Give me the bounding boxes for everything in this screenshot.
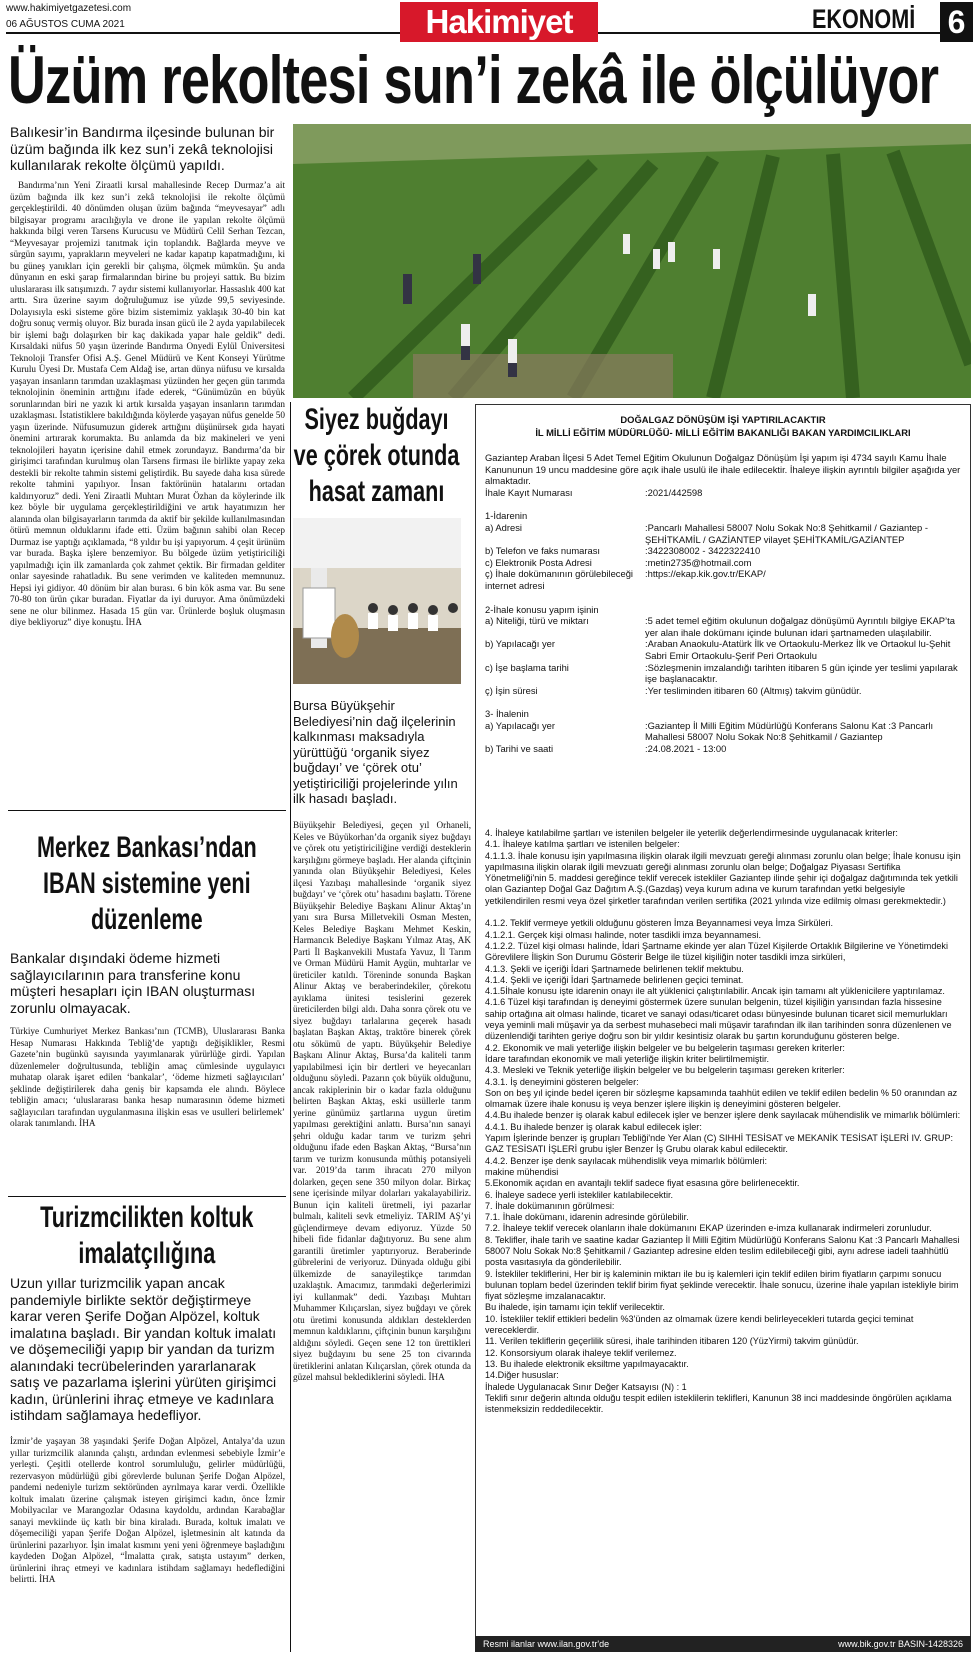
section-1-title: 1-İdarenin: [485, 510, 528, 522]
row-value: :metin2735@hotmail.com: [645, 556, 752, 568]
row-label: b) Yapılacağı yer: [485, 638, 556, 650]
row-label: a) Adresi: [485, 521, 522, 533]
row-label: b) Telefon ve faks numarası: [485, 545, 600, 557]
row-label: a) Yapılacağı yer: [485, 719, 556, 731]
row-value: :Gaziantep İl Milli Eğitim Müdürlüğü Konferans Salonu Kat :3 Pancarlı Mahallesi 58007 Nolu Sokak No:8 Şehitkamil / Gaziantep: [645, 719, 934, 743]
kayit-label: İhale Kayıt Numarası: [485, 486, 573, 498]
turizm-lead: Uzun yıllar turizmcilik yapan ancak pandemiyle birlikte sektör değiştirmeye karar veren Şerife Doğan Alpözel, koltuk imalatına başladı. Bir yandan koltuk imalatı ve döşemeciliği yapıp bir yandan da turizm alanındaki tecrübelerinden yararlanarak satış ve pazarlama işlerini yürüten girişimci kadın, ürünlerini ihraç etmeye ve kadınlara istihdam sağlamaya hedefliyor.: [10, 1275, 277, 1423]
section-3-title: 3- İhalenin: [485, 708, 529, 720]
issue-date: 06 AĞUSTOS CUMA 2021: [6, 19, 125, 30]
row-label: c) İşe başlama tarihi: [485, 661, 569, 673]
merkez-lead: Bankalar dışındaki ödeme hizmeti sağlayıcılarının para transferine konu müşteri hesapları için IBAN oluşturması zorunlu olmayacak.: [10, 950, 256, 1016]
turizm-headline: Turizmcilikten koltuk imalatçılığına: [40, 1201, 254, 1270]
harvest-illustration: [293, 518, 461, 684]
row-value: :3422308002 - 3422322410: [645, 545, 761, 557]
footer-right: www.bik.gov.tr BASIN-1428326: [838, 1639, 963, 1649]
section-name: EKONOMİ: [812, 4, 916, 34]
site-url: www.hakimiyetgazetesi.com: [6, 3, 132, 14]
row-value: :24.08.2021 - 13:00: [645, 743, 727, 755]
main-lead: Balıkesir’in Bandırma ilçesinde bulunan bir üzüm bağında ilk kez sun’i zekâ teknolojisi kullanılarak rekolte ölçümü yapıldı.: [10, 124, 275, 173]
merkez-body: Türkiye Cumhuriyet Merkez Bankası’nın (TCMB), Uluslararası Banka Hesap Numarası Hakkında Tebliğ’de yaptığı değişiklikler, Resmi Gazete’nin bugünkü sayısında yayımlanarak yürürlüğe girdi. Yapılan düzenlemeler doğrultusunda, tebliğin amaç cümlesinde uygulayıcı muhatap olarak işaret edilen ‘bankalar’, ‘ödeme hizmeti sağlayıcıları’ şeklinde değiştirilerek daha geniş bir kapsamda ele alındı. Böylece tebliğin amacı; ‘uluslararası banka hesap numarasının ödeme hizmeti sağlayıcıları tarafından uygulanmasına ilişkin esas ve usulleri belirlemek’ olarak tanımlandı. İHA: [10, 1026, 285, 1128]
newspaper-logo: [400, 2, 598, 42]
tender-subtitle: İL MİLLİ EĞİTİM MÜDÜRLÜĞÜ- MİLLİ EĞİTİM BAKANLIĞI BAKAN YARDIMCILIKLARI: [535, 427, 911, 438]
main-body: Bandırma’nın Yeni Ziraatli kırsal mahallesinde Recep Durmaz’a ait üzüm bağında ilk kez sun’i zekâ teknolojisi ile rekolte ölçümü gerçekleştirildi. 40 dönümden oluşan üzüm bağında “meyvesayar” adlı bilgisayar programı aracılığıyla ve drone ile yapılan rekolte ölçümü hakkında bilgi veren Tarsens Kurucusu ve Müdürü Celil Serhan Tezcan, “Meyvesayar projemizi tanıtmak için toplandık. Bağlarda meyve ve sürgün sayımı, yaprakların meyveleri ne kadar kapatıp kapatmadığını, ki bu güneş yanıkları için gerekli bir çalışma, ölçmek mümkün. Şu anda dünyanın en eski şarap firmalarından birine bu projeyi sattık. Bu bizim uluslararası ilk satışımızdı. 7 aydır sistemi kullanıyorlar. Hassaslık 400 kat arttı. Sıra üzerine sayım doğruluğumuz ise yüzde 99,5 seviyesinde. Dolayısıyla eski sisteme göre bizim sistemimiz yaklaşık 30-40 bin kat doğru sonuç vermiş oluyor. Biz burada insan gücü ile 2 ayda yapılabilecek bir işlemi bağı dolaşırken bir kaç dakikada yapar hale geldik” dedi. Kırsaldaki nüfus 50 yaşın üzerinde Bandırma Onyedi Eylül Üniversitesi Teknoloji Transfer Ofisi A.Ş. Genel Müdürü ve Kent Konseyi Yürütme Kurulu Üyesi Dr. Mustafa Cem Aldağ ise, artan dünya nüfusu ve kırsalda yaşayan insanların tarımdan uzaklaşması yüzünden her geçen gün tarımda teknolojinin öneminin arttığını ifade ederek, “Günümüzün en büyük sorunlarından biri ne yazık ki artık kırsalda yaşayan insanların tarımdan uzaklaşması. İstatistiklere bakıldığında köylerde yaşayan nüfus genelde 50 yaşın üzerinde. Nüfusumuzun giderek arttığını düşünürsek gıda hayati önemini artırarak korumakta. Bu anlamda da biz makineleri ve yeni teknolojileri hayatın içerisine dahil etmek zorundayız. Bandırma’da bir girişimci tarafından kurulmuş olan Tarsens firması ile birlikte yapay zeka destekli bir rekolte tahmin sistemi geliştirdik. Bu sayede daha kısa sürede rekolte tahmini yapılıyor. İnsan faktörünün hatalarını ortadan kaldırıyoruz” dedi. Yeni Ziraatli Muhtarı Murat Özhan da köylerinde ilk kez böyle bir uygulama gerçekleştirildiğini ve artık hayatımızın her alanında olan bilgisayarların tarımda da aktif bir şekilde kullanılmasından ötürü memnun olduklarını ifade etti. Üzüm bağının sahibi olan Recep Durmaz ise yaptığı açıklamada, “8 yıldır bu işi yapıyorum. 4 çeşit ürünüm var burada. Başka işlere benzemiyor. Bu bölgede üzüm yetiştiriciliği yapılmadığı için ilk zamanlarda çok zahmet çektik. Bir firmadan gelditer onlar sayesinde rahatladık. Bu sene verimden ve kaliteden memnunuz. Hepsi iyi gidiyor. 40 dönüm bir alan burası. 6 bin kök asma var. Bu sene 70-80 ton ürün çıkar buradan. Fiyatlar da iyi duruyor. Ama önümüzdeki sene ne olur bilinmez. Hasada 15 gün var. Ürünlerde boşluk oluşmasın diye bekliyoruz” diye konuştu. İHA: [10, 180, 285, 627]
row-label: ç) İhale dokümanının görülebileceği internet adresi: [485, 568, 634, 591]
tender-intro: [485, 452, 961, 755]
vineyard-photo: [293, 124, 971, 398]
row-value: :Yer tesliminden itibaren 60 (Altmış) takvim günüdür.: [645, 684, 862, 696]
row-label: ç) İşin süresi: [485, 684, 538, 696]
story-divider: [8, 1196, 286, 1197]
kayit-value: :2021/442598: [645, 486, 703, 498]
siyez-body: Büyükşehir Belediyesi, geçen yıl Orhaneli, Keles ve Büyükorhan’da organik siyez buğdayı ve çörek otu yetiştiriciliğine verdiği desteklerin karşılığını görmeye başladı. Her alanda çiftçinin yanında olan Büyükşehir Belediyesi, Keles ilçesi Yazıbaşı mahallesinde ‘organik siyez buğdayı’ ve ‘çörek otu’ hasadını başlattı. Törene Büyükşehir Belediye Başkanı Alinur Aktaş’ın yanı sıra Bursa Milletvekili Osman Mesten, Keles Belediye Başkanı Mehmet Keskin, Harmancık Belediye Başkanı Yılmaz Ataş, AK Parti İl Başkanvekili Mustafa Yavuz, İl Tarım ve Orman Müdürü Hamit Aygün, muhtarlar ve üreticiler katıldı. Töreninde sonunda Başkan Alinur Aktaş ve beraberindekiler, çörekotu ayıklama ünitesi tesislerini gezerek üreticilerden bilgi aldı. Daha sonra çörek otu ve siyez buğdayı tarlalarına geçerek hasadı başlatan Başkan Aktaş, traktöre binerek çörek otu sökümü de yaptı. Büyükşehir Belediye Başkanı Alinur Aktaş, Bursa’da kaliteli tarım yapılabilmesi için bir dertleri ve heyecanları olduğunu söyledi. Pazarın çok büyük olduğunu, ancak rakiplerinin bir o kadar fazla olduğunu belirten Başkan Aktaş, eski usüllerle tarım yerine günümüz şartlarına uygun üretim yapılması gerektiğini anlattı. Bursa’nın sanayi şehri olduğu kadar tarım ve turizm şehri olduğunu ifade eden Başkan Aktaş, “Bursa’nın tarım ve turizm konusunda müthiş potansiyeli var. 2019’da tarım ihracatı 270 milyon dolarken, geçen sene 350 milyon dolar. Birkaç sene içerisinde milyar dolarları yakalayabiliriz. Bunun için kaliteli üretmeli, iyi pazarlar bulmalı, kaliteli sevk etmeliyiz. TARIM AŞ’yi güçlendirmeye devam ediyoruz. Yüzde 50 hibeli fide fidanlar dağıtıyoruz. Bu sene alım garantili üretimler yaptırıyoruz. Beraberinde gübrelerini de veriyoruz. Dünyada olduğu gibi ülkemizde de sanayileştikçe tarımdan uzaklaştık. Amacımız, tarımdaki değerlerimizi iyi kullanmak” dedi. Yazıbaşı Muhtarı Muhammer Kılıçarslan, siyez buğdayı ve çörek otu üretimi konusunda aldıkları desteklerden memnun kaldıklarını, çiftçinin bunun karşılığını aldığını söyledi. Geçen sene 12 ton ürettikleri siyez buğdayını bu sene 25 ton civarında üretiklerini anlatan Kılıçarslan, çörek otunda da güzel mahsul beklediklerini söyledi. İHA: [293, 820, 471, 1382]
tender-title: DOĞALGAZ DÖNÜŞÜM İŞİ YAPTIRILACAKTIR: [620, 414, 826, 425]
kayit-row: [485, 487, 961, 499]
section-2-title: 2-İhale konusu yapım işinin: [485, 603, 599, 615]
page-number: 6: [940, 2, 973, 42]
vineyard-illustration: [293, 124, 971, 398]
row-label: c) Elektronik Posta Adresi: [485, 556, 592, 568]
row-value: :Araban Anaokulu-Atatürk İlk ve Ortaokulu-Merkez İlk ve Ortaokul lu-Şehit Sabri Emir Ortaokulu-Şerif Peri Ortaokulu: [645, 638, 951, 661]
row-value: :Pancarlı Mahallesi 58007 Nolu Sokak No:8 Şehitkamil / Gaziantep - ŞEHİTKAMİL / GAZİANTEP vilayet ŞEHİTKAMİL/GAZİANTEP: [645, 521, 928, 545]
row-label: b) Tarihi ve saati: [485, 743, 554, 755]
tender-footer: [475, 1636, 971, 1652]
harvest-ceremony-photo: [293, 518, 461, 684]
row-label: a) Niteliği, türü ve miktarı: [485, 615, 589, 627]
siyez-lead: Bursa Büyükşehir Belediyesi’nin dağ ilçelerinin kalkınması maksadıyla yürüttüğü ‘organik siyez buğdayı’ ve ‘çörek otu’ yetiştiriciliği projelerinde yılın ilk hasadı başladı.: [293, 698, 458, 806]
row-value: :Sözleşmenin imzalandığı tarihten itibaren 5 gün içinde yer teslimi yapılarak işe başlanacaktır.: [645, 661, 958, 685]
footer-left: Resmi ilanlar www.ilan.gov.tr'de: [483, 1639, 610, 1649]
row-value: :5 adet temel eğitim okulunun doğalgaz dönüşümü Ayrıntılı bilgiye EKAP’ta yer alan ihale dokümanı içinde bulunan idari şartnameden ulaşılabilir.: [645, 615, 955, 638]
row-value: :https://ekap.kik.gov.tr/EKAP/: [645, 568, 766, 580]
story-divider: [8, 810, 286, 811]
tender-conditions: 4. İhaleye katılabilme şartları ve istenilen belgeler ile yeterlik değerlendirmesinde uygulanacak kriterler: 4.1. İhaleye katılma şartları ve istenilen belgeler: 4.1.1.3. İhale konusu işin yapılmasına ilişkin olarak ilgili mevzuatı gereği alınması zorunlu olan belge; İhale konusu işin yapılmasına ilişkin olarak ilgili mevzuatı gereği alınması zorunlu olan belge; Doğalgaz Piyasası Sertifika Yönetmeliği'nin 5. maddesi gereğince teklif verecek istekliler Gaziantep ilinde şehir içi doğalgaz dağıtımında tek yetkili olan Gaziantep Doğal Gaz Dağıtım A.Ş.(Gazdaş) veya kurum adına ve kurum tarafından yetki belgesiyle yetkilendirilen resmi veya özel şirketler tarafından verilen sertifika (2021 yılında vize edilmiş olması gerekmektedir.) 4.1.2. Teklif vermeye yetkili olduğunu gösteren İmza Beyannamesi veya İmza Sirküleri. 4.1.2.1. Gerçek kişi olması halinde, noter tasdikli imza beyannamesi. 4.1.2.2. Tüzel kişi olması halinde, İdari Şartname ekinde yer alan Tüzel Kişilerde Ortaklık Bilgilerine ve Yönetimdeki Görevlilere İlişkin Son Durumu Gösterir Belge ile tüzel kişiliğin noter tasdikli imza sirküleri, 4.1.3. Şekli ve içeriği İdari Şartnamede belirlenen teklif mektubu. 4.1.4. Şekli ve içeriği İdari Şartnamede belirlenen geçici teminat. 4.1.5İhale konusu işte idarenin onayı ile alt yüklenici çalıştırılabilir. Ancak işin tamamı alt yüklenicilere yaptırılamaz. 4.1.6 Tüzel kişi tarafından iş deneyimi göstermek üzere sunulan belgenin, tüzel kişiliğin yarısından fazla hissesine sahip ortağına ait olması halinde, ticaret ve sanayi odası/ticaret odası bünyesinde bulunan ticaret sicil memurlukları veya yeminli mali müşavir ya da serbest muhasebeci mali müşavir tarafından ilk ilan tarihinden sonra düzenlenen ve düzenlendiği tarihten geriye doğru son bir yıldır kesintisiz olarak bu şartın korunduğunu gösteren belge. 4.2. Ekonomik ve mali yeterliğe ilişkin belgeler ve bu belgelerin taşıması gereken kriterler: İdare tarafından ekonomik ve mali yeterliğe ilişkin kriter belirtilmemiştir. 4.3. Mesleki ve Teknik yeterliğe ilişkin belgeler ve bu belgelerin taşıması gereken kriterler: 4.3.1. İş deneyimini gösteren belgeler: Son on beş yıl içinde bedel içeren bir sözleşme kapsamında taahhüt edilen ve teklif edilen bedelin % 50 oranından az olmamak üzere ihale konusu iş veya benzer işlere ilişkin iş deneyimini gösteren belgeler. 4.4.Bu ihalede benzer iş olarak kabul edilecek işler ve benzer işlere denk sayılacak mühendislik ve mimarlık bölümleri: 4.4.1. Bu ihalede benzer iş olarak kabul edilecek işler: Yapım İşlerinde benzer iş grupları Tebliği'nde Yer Alan (C) SIHHİ TESİSAT ve MEKANİK TESİSAT İŞLERİ IV. GRUP: GAZ TESİSATI İŞLERİ grubu işler Benzer İş Grubu olarak kabul edilecektir. 4.4.2. Benzer işe denk sayılacak mühendislik veya mimarlık bölümleri: makine mühendisi 5.Ekonomik açıdan en avantajlı teklif sadece fiyat esasına göre belirlenecektir. 6. İhaleye sadece yerli istekliler katılabilecektir. 7. İhale dokümanının görülmesi: 7.1. İhale dokümanı, idarenin adresinde görülebilir. 7.2. İhaleye teklif verecek olanların ihale dokümanını EKAP üzerinden e-imza kullanarak indirmeleri zorunludur. 8. Teklifler, ihale tarih ve saatine kadar Gaziantep İl Milli Eğitim Müdürlüğü Konferans Salonu Kat :3 Pancarlı Mahallesi 58007 Nolu Sokak No:8 Şehitkamil / Gaziantep adresine elden teslim edilebileceği gibi, aynı adrese iadeli taahhütlü posta vasıtasıyla da gönderilebilir. 9. İstekliler tekliflerini, Her bir iş kaleminin miktarı ile bu iş kalemleri için teklif edilen birim fiyatların çarpımı sonucu bulunan toplam bedel üzerinden teklif birim fiyat şeklinde verecektir. İhale sonucu, üzerine ihale yapılan istekliyle birim fiyat sözleşme imzalanacaktır. Bu ihalede, işin tamamı için teklif verilecektir. 10. İstekliler teklif ettikleri bedelin %3'ünden az olmamak üzere kendi belirleyecekleri tutarda geçici teminat vereceklerdir. 11. Verilen tekliflerin geçerlilik süresi, ihale tarihinden itibaren 120 (YüzYirmi) takvim günüdür. 12. Konsorsiyum olarak ihaleye teklif verilemez. 13. Bu ihalede elektronik eksiltme yapılmayacaktır. 14.Diğer hususlar: İhalede Uygulanacak Sınır Değer Katsayısı (N) : 1 Teklifi sınır değerin altında olduğu tespit edilen isteklilerin teklifleri, Kanunun 38 inci maddesinde öngörülen açıklama istenmeksizin reddedilecektir.: [485, 828, 961, 1415]
main-headline: Üzüm rekoltesi sun’i zekâ ile ölçülüyor: [8, 42, 939, 118]
merkez-headline: Merkez Bankası’ndan IBAN sistemine yeni düzenleme: [36, 831, 257, 936]
logo-text: Hakimiyet: [425, 3, 573, 40]
column-rule: [290, 402, 291, 1652]
turizm-body: İzmir’de yaşayan 38 yaşındaki Şerife Doğan Alpözel, Antalya’da uzun yıllar turizmcilik alanında çalıştı, ardından evlenmesi sebebiyle İzmir’e yerleşti. Çeşitli otellerde kontrol sorumluluğu, gelirler müdürlüğü, rezervasyon müdürlüğü gibi görevlerde bulunan Şerife Doğan Alpözel, pandemi nedeniyle turizm sektöründen ayrılmaya karar verdi. Özellikle koltuk imalatı üzerine çalışmak isteyen girişimci kadın, önce İzmir Mobilyacılar ve Marangozlar Odasına kaydoldu, ardından Karabağlar sanayi mevkiinde üç katlı bir bina kiraladı. Burada, koltuk imalatı ve döşemeciliği yapan Şerife Doğan Alpözel, işletmesinin alt katında da ürünlerini pazarlıyor. İşin imalat kısmını yeni yeni öğrenmeye başladığını kaydeden Doğan Alpözel, “İmalatta çırak, satışta ustayım” derken, ürünlerini ihraç etmeyi ve kadınlara istihdam sağlamayı hedeflediğini belirtti. İHA: [10, 1436, 285, 1584]
intro-text: Gaziantep Araban İlçesi 5 Adet Temel Eğitim Okulunun Doğalgaz Dönüşüm İşi yapım işi 4734 sayılı Kamu İhale Kanununun 19 uncu maddesine göre açık ihale usulü ile ihale edilecektir. İhaleye ilişkin ayrıntılı bilgiler aşağıda yer almaktadır.: [485, 452, 961, 487]
siyez-headline: Siyez buğdayı ve çörek otunda hasat zamanı: [293, 403, 460, 508]
